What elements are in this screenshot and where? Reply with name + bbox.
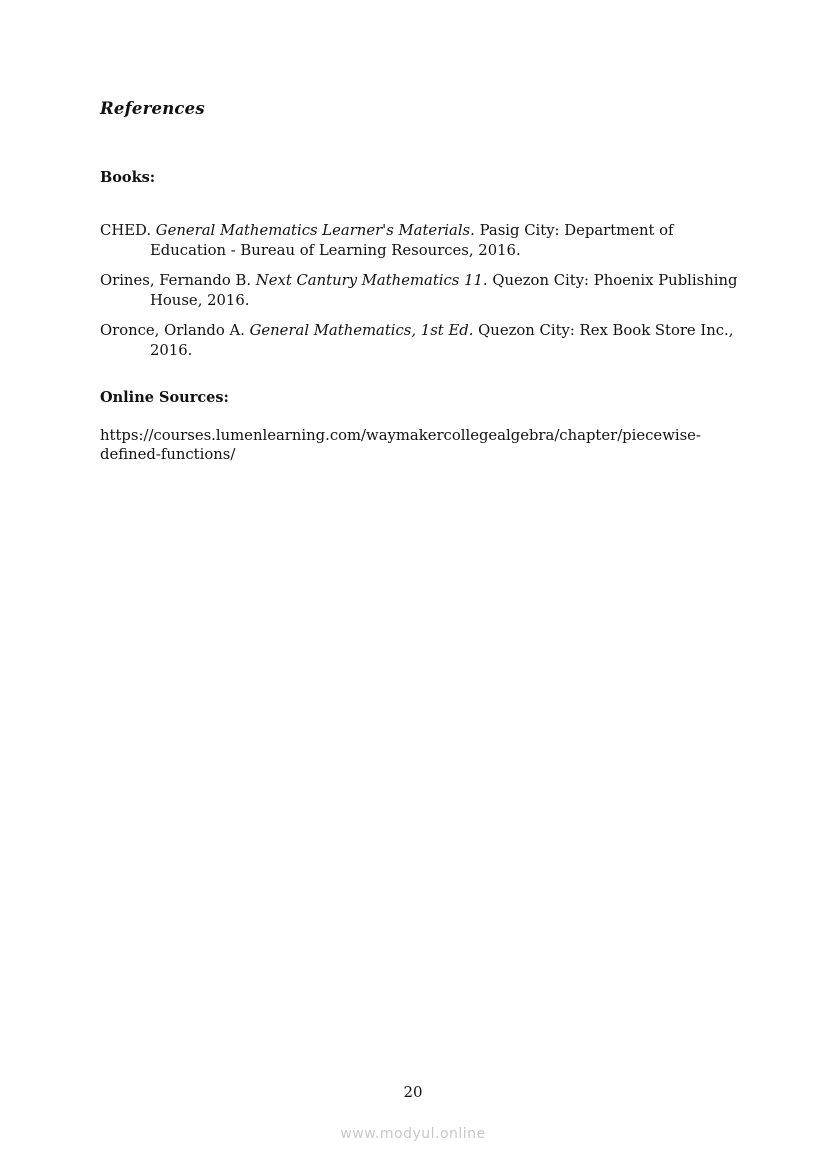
- reference-author: Oronce, Orlando A.: [100, 322, 245, 339]
- books-heading: Books:: [100, 169, 156, 186]
- reference-title: General Mathematics, 1st Ed.: [249, 322, 474, 339]
- url-line: https://courses.lumenlearning.com/waymakercollegealgebra/chapter/piecewise-: [100, 427, 701, 444]
- reference-title: General Mathematics Learner's Materials.: [155, 222, 475, 239]
- reference-details: Pasig City: Department of Education - Bureau of Learning Resources, 2016.: [150, 222, 674, 259]
- url-line: defined-functions/: [100, 446, 236, 463]
- reference-details: Quezon City: Rex Book Store Inc., 2016.: [150, 322, 734, 359]
- page-title: References: [100, 99, 205, 118]
- page-number: 20: [403, 1083, 423, 1101]
- reference-entry: [100, 221, 740, 261]
- reference-entry: [100, 271, 740, 311]
- reference-entry: [100, 321, 740, 361]
- reference-details: Quezon City: Phoenix Publishing House, 2016.: [150, 272, 738, 309]
- online-source-url: [100, 426, 740, 464]
- watermark: www.modyul.online: [340, 1126, 486, 1142]
- online-sources-heading: Online Sources:: [100, 389, 229, 406]
- reference-author: Orines, Fernando B.: [100, 272, 252, 289]
- reference-title: Next Cantury Mathematics 11.: [255, 272, 488, 289]
- reference-author: CHED.: [100, 222, 152, 239]
